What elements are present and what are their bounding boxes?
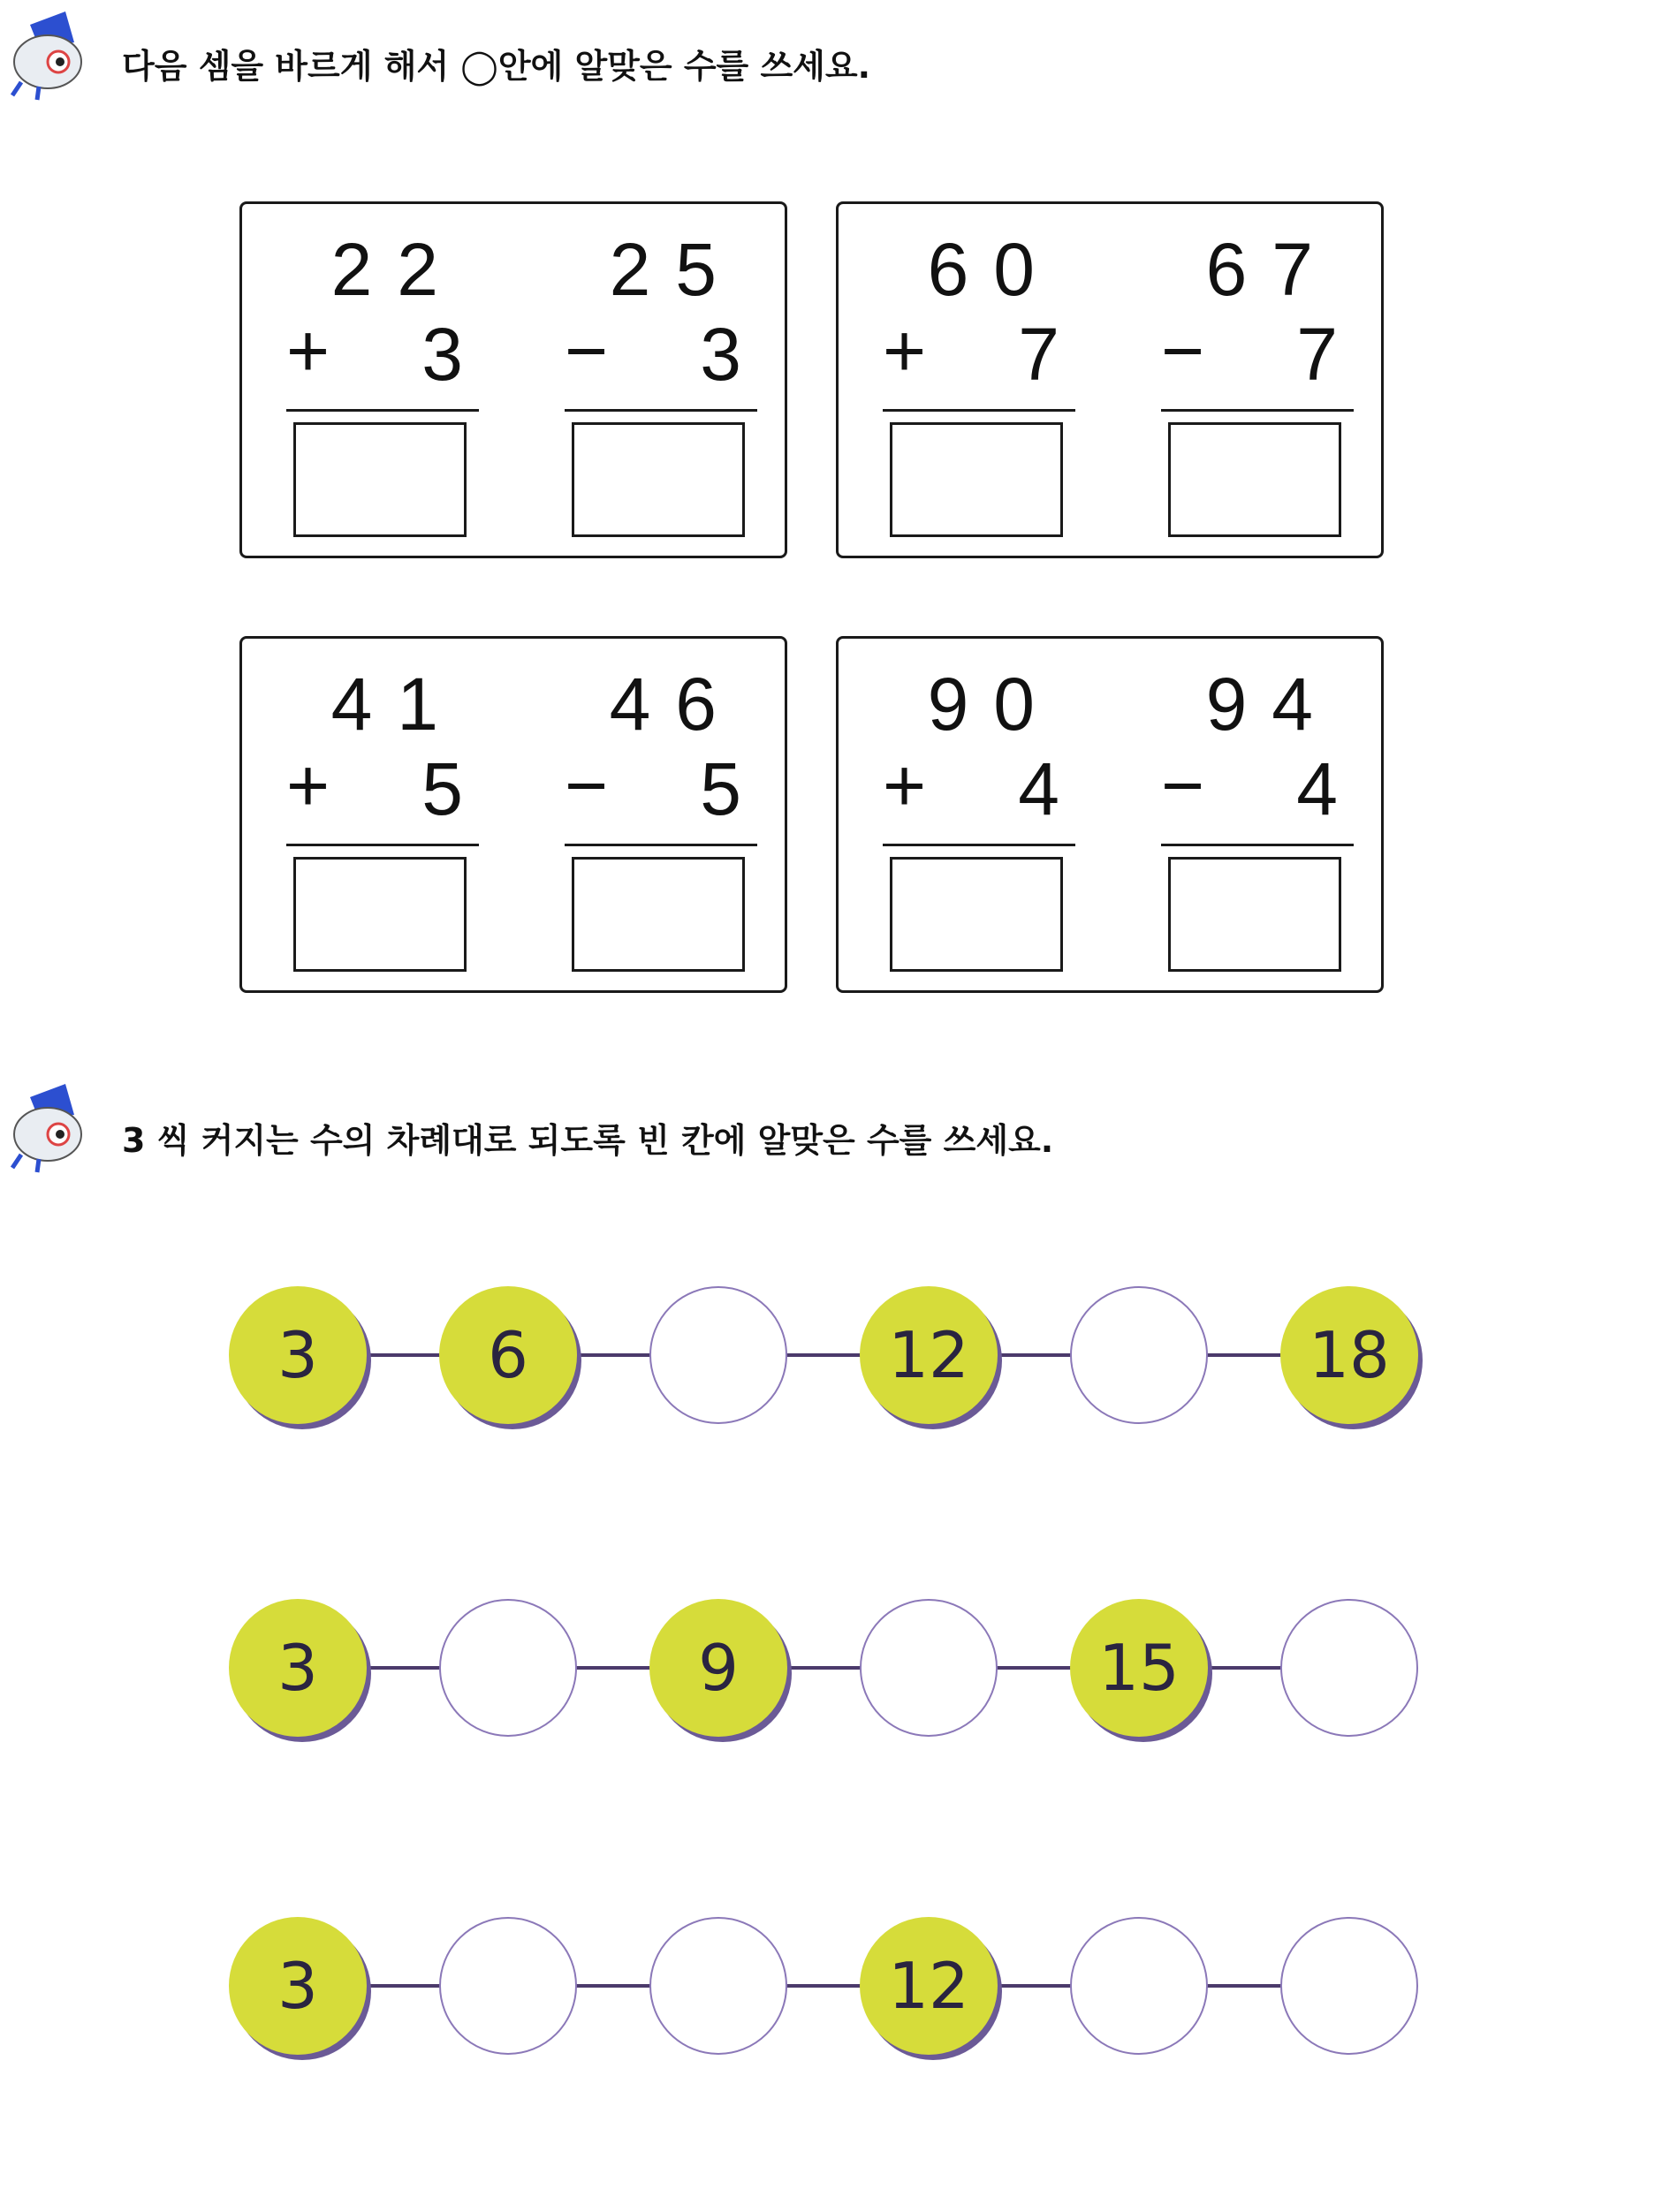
answer-line bbox=[1161, 409, 1354, 412]
number-circle: 3 bbox=[229, 1599, 367, 1737]
answer-line bbox=[883, 409, 1075, 412]
blank-circle[interactable] bbox=[860, 1599, 998, 1737]
answer-line bbox=[565, 844, 757, 846]
instruction-2: 3 씩 커지는 수의 차례대로 되도록 빈 칸에 알맞은 수를 쓰세요. bbox=[122, 1121, 1054, 1160]
blank-circle[interactable] bbox=[649, 1917, 787, 2055]
problem-box-4 bbox=[836, 636, 1384, 993]
plus-sign: + bbox=[883, 744, 927, 827]
blank-circle[interactable] bbox=[649, 1286, 787, 1424]
addend-second: 7 bbox=[1018, 313, 1059, 396]
answer-box[interactable] bbox=[1168, 422, 1341, 537]
subtrahend: 7 bbox=[1296, 313, 1338, 396]
subtrahend: 5 bbox=[700, 747, 741, 830]
subtrahend: 3 bbox=[700, 313, 741, 396]
number-circle: 6 bbox=[439, 1286, 577, 1424]
answer-box[interactable] bbox=[572, 422, 745, 537]
addend-top: 90 bbox=[927, 663, 1059, 746]
addition-problem bbox=[883, 204, 1086, 556]
mascot-icon bbox=[4, 1079, 92, 1177]
answer-line bbox=[286, 409, 479, 412]
answer-box[interactable] bbox=[890, 857, 1063, 972]
answer-line bbox=[883, 844, 1075, 846]
blank-circle[interactable] bbox=[1280, 1917, 1418, 2055]
problem-box-3 bbox=[239, 636, 787, 993]
minus-sign: − bbox=[1161, 309, 1205, 392]
number-circle: 15 bbox=[1070, 1599, 1208, 1737]
subtraction-problem bbox=[565, 204, 768, 556]
sequence-row-2 bbox=[225, 1595, 1427, 1746]
addend-top: 60 bbox=[927, 228, 1059, 311]
subtraction-problem bbox=[1161, 204, 1364, 556]
answer-box[interactable] bbox=[293, 422, 467, 537]
sequence-row-3 bbox=[225, 1913, 1427, 2064]
minus-sign: − bbox=[565, 309, 609, 392]
sequence-row-1 bbox=[225, 1283, 1427, 1433]
plus-sign: + bbox=[883, 309, 927, 392]
minuend: 94 bbox=[1205, 663, 1338, 746]
addend-second: 5 bbox=[421, 747, 463, 830]
answer-line bbox=[1161, 844, 1354, 846]
number-circle: 3 bbox=[229, 1917, 367, 2055]
number-circle: 12 bbox=[860, 1286, 998, 1424]
addition-problem bbox=[286, 204, 490, 556]
blank-circle[interactable] bbox=[439, 1599, 577, 1737]
addend-second: 4 bbox=[1018, 747, 1059, 830]
problem-box-2 bbox=[836, 201, 1384, 558]
answer-box[interactable] bbox=[293, 857, 467, 972]
minuend: 25 bbox=[609, 228, 741, 311]
subtraction-problem bbox=[565, 639, 768, 990]
minuend: 46 bbox=[609, 663, 741, 746]
mascot-icon bbox=[4, 7, 92, 104]
number-circle: 12 bbox=[860, 1917, 998, 2055]
answer-line bbox=[565, 409, 757, 412]
problem-box-1 bbox=[239, 201, 787, 558]
number-circle: 9 bbox=[649, 1599, 787, 1737]
addition-problem bbox=[883, 639, 1086, 990]
plus-sign: + bbox=[286, 309, 330, 392]
blank-circle[interactable] bbox=[1070, 1286, 1208, 1424]
answer-box[interactable] bbox=[572, 857, 745, 972]
answer-box[interactable] bbox=[890, 422, 1063, 537]
minuend: 67 bbox=[1205, 228, 1338, 311]
blank-circle[interactable] bbox=[439, 1917, 577, 2055]
answer-box[interactable] bbox=[1168, 857, 1341, 972]
addend-top: 22 bbox=[330, 228, 463, 311]
addend-top: 41 bbox=[330, 663, 463, 746]
subtraction-problem bbox=[1161, 639, 1364, 990]
instruction-1: 다음 셈을 바르게 해서 ◯안에 알맞은 수를 쓰세요. bbox=[122, 47, 871, 86]
subtrahend: 4 bbox=[1296, 747, 1338, 830]
addition-problem bbox=[286, 639, 490, 990]
plus-sign: + bbox=[286, 744, 330, 827]
number-circle: 18 bbox=[1280, 1286, 1418, 1424]
minus-sign: − bbox=[1161, 744, 1205, 827]
answer-line bbox=[286, 844, 479, 846]
minus-sign: − bbox=[565, 744, 609, 827]
blank-circle[interactable] bbox=[1070, 1917, 1208, 2055]
number-circle: 3 bbox=[229, 1286, 367, 1424]
blank-circle[interactable] bbox=[1280, 1599, 1418, 1737]
addend-second: 3 bbox=[421, 313, 463, 396]
